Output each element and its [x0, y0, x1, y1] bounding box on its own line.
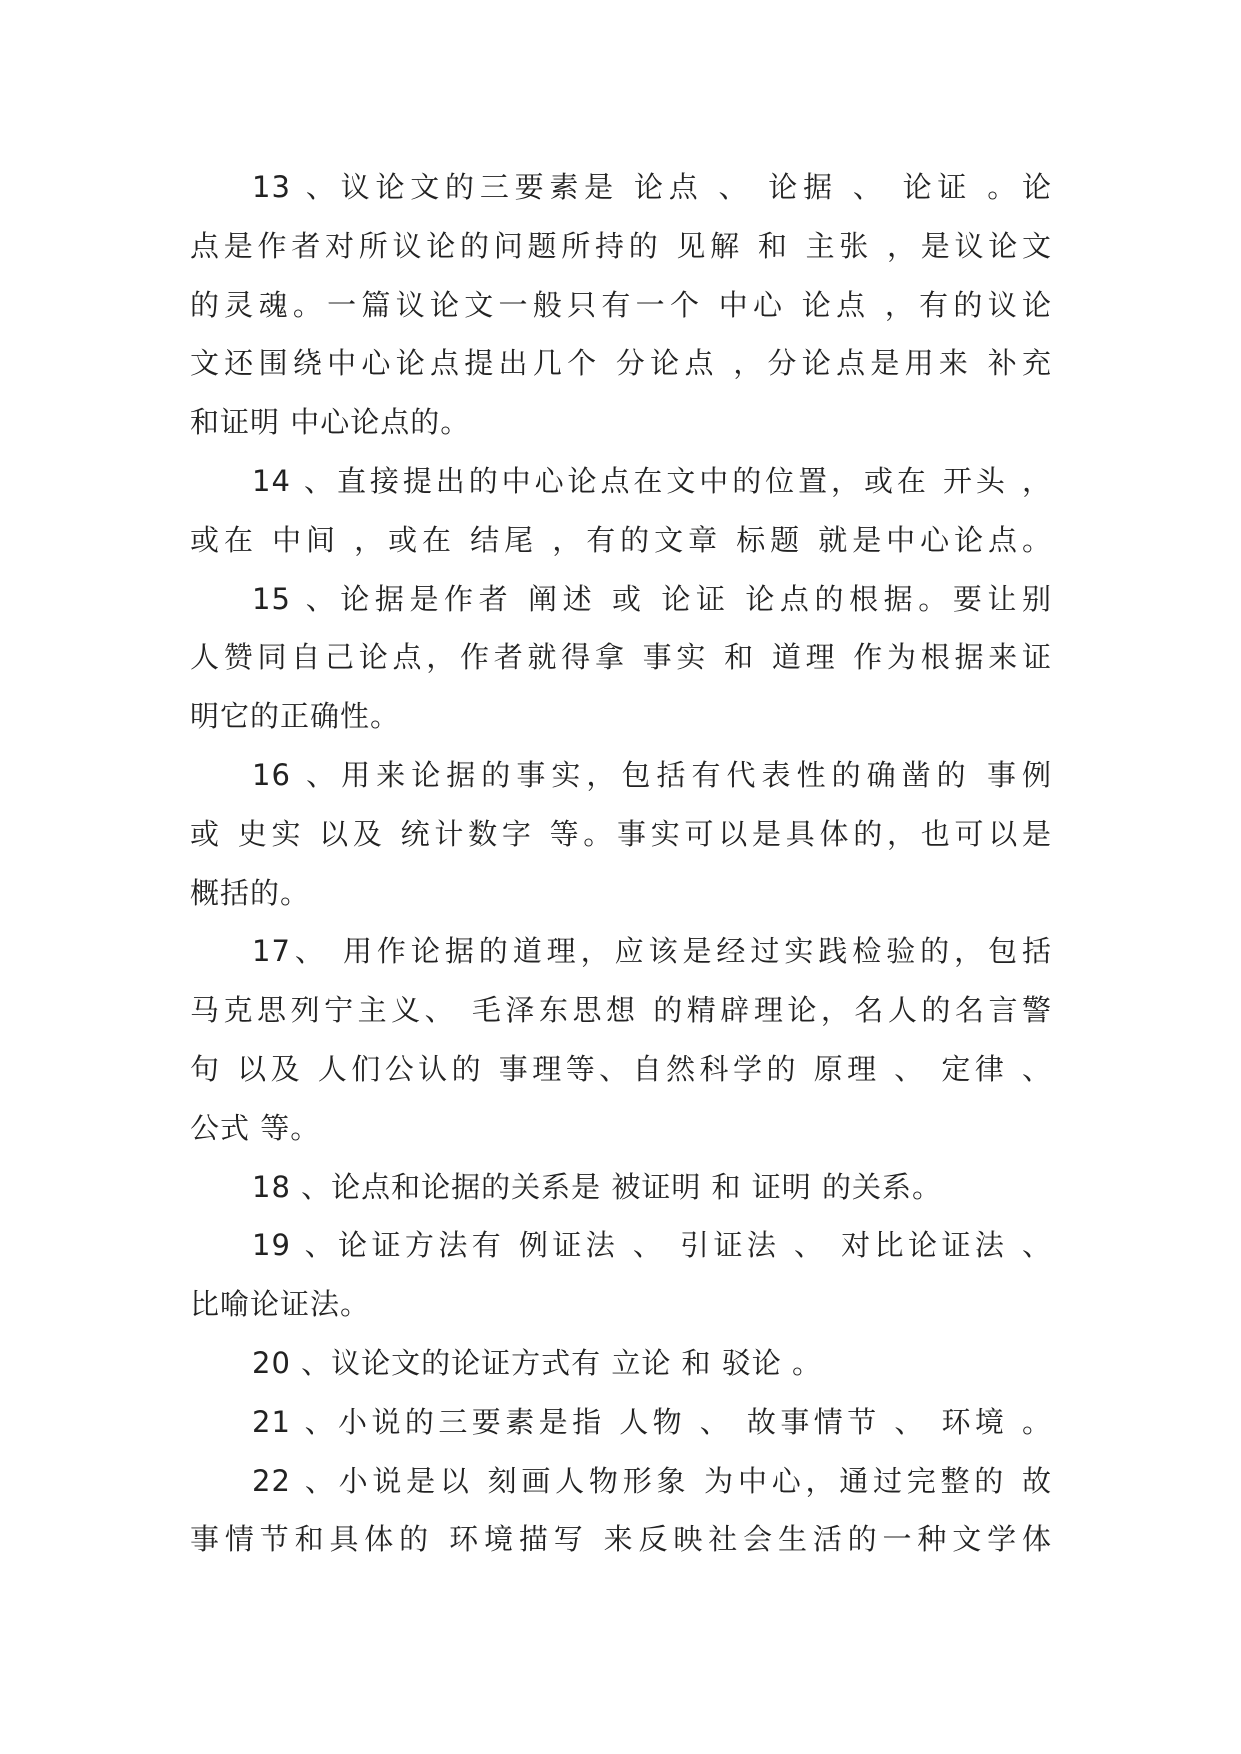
text-line: 17、 用作论据的道理，应该是经过实践检验的，包括 — [252, 934, 1052, 969]
text-line: 或在 中间 ，或在 结尾 ，有的文章 标题 就是中心论点。 — [190, 522, 1052, 557]
text-line: 14 、直接提出的中心论点在文中的位置，或在 开头 ， — [252, 463, 1052, 498]
text-line: 19 、论证方法有 例证法 、 引证法 、 对比论证法 、 — [252, 1228, 1052, 1263]
text-line: 或 史实 以及 统计数字 等。事实可以是具体的，也可以是 — [190, 816, 1052, 851]
text-line: 22 、小说是以 刻画人物形象 为中心，通过完整的 故 — [252, 1463, 1052, 1498]
text-line: 文还围绕中心论点提出几个 分论点 ，分论点是用来 补充 — [190, 346, 1052, 381]
text-line: 18 、论点和论据的关系是 被证明 和 证明 的关系。 — [252, 1169, 942, 1204]
text-line: 13 、议论文的三要素是 论点 、 论据 、 论证 。论 — [252, 170, 1052, 204]
text-line: 20 、议论文的论证方式有 立论 和 驳论 。 — [252, 1345, 822, 1380]
text-line: 21 、小说的三要素是指 人物 、 故事情节 、 环境 。 — [252, 1404, 1052, 1439]
text-line: 马克思列宁主义、 毛泽东思想 的精辟理论，名人的名言警 — [190, 993, 1052, 1028]
text-line: 概括的。 — [190, 875, 311, 910]
text-line: 公式 等。 — [190, 1110, 321, 1145]
text-line: 比喻论证法。 — [190, 1287, 371, 1322]
text-line: 句 以及 人们公认的 事理等、自然科学的 原理 、 定律 、 — [190, 1051, 1052, 1086]
document-page — [190, 158, 1052, 1569]
text-line: 明它的正确性。 — [190, 699, 401, 734]
text-line: 的灵魂。一篇议论文一般只有一个 中心 论点 ，有的议论 — [190, 287, 1052, 322]
text-line: 人赞同自己论点，作者就得拿 事实 和 道理 作为根据来证 — [190, 640, 1052, 675]
text-line: 事情节和具体的 环境描写 来反映社会生活的一种文学体 — [190, 1522, 1052, 1557]
text-line: 和证明 中心论点的。 — [190, 405, 471, 440]
text-line: 15 、论据是作者 阐述 或 论证 论点的根据。要让别 — [252, 581, 1052, 616]
text-line: 点是作者对所议论的问题所持的 见解 和 主张 ，是议论文 — [190, 228, 1052, 263]
text-line: 16 、用来论据的事实，包括有代表性的确凿的 事例 — [252, 757, 1052, 792]
